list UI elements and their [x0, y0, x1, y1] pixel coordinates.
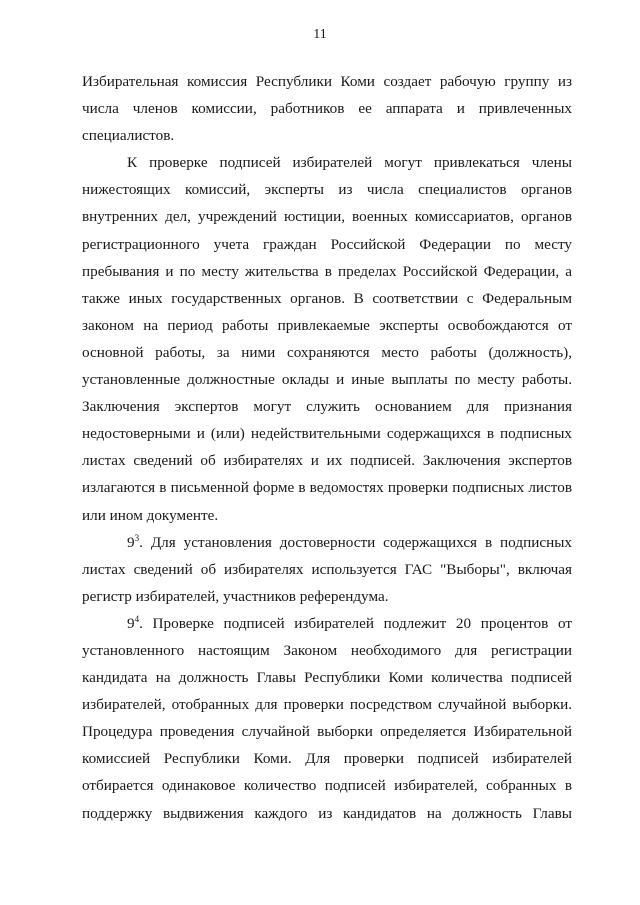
text-line-content: излагаются в письменной форме в ведомостях проверки подписных листов — [82, 479, 572, 497]
text-line-content: или ином документе. — [82, 506, 219, 524]
text-line-content: числа членов комиссии, работников ее аппарата и привлеченных — [82, 100, 572, 118]
clause-number-superscript: 4 — [134, 613, 140, 624]
text-line — [82, 258, 572, 285]
text-line-content: поддержку выдвижения каждого из кандидатов на должность Главы — [82, 804, 572, 822]
text-line-content: отбирается одинаковое количество подписей избирателей, собранных в — [82, 777, 572, 795]
paragraph — [82, 149, 572, 528]
text-line-content: комиссией Республики Коми. Для проверки подписей избирателей — [82, 750, 572, 768]
clause-number: 9 — [127, 614, 135, 632]
text-line-content: . Для установления достоверности содержащихся в подписных — [139, 533, 572, 551]
text-line — [82, 583, 572, 610]
paragraph — [82, 529, 572, 610]
text-line-content: Избирательная комиссия Республики Коми создает рабочую группу из — [82, 73, 572, 90]
text-line — [82, 339, 572, 366]
page-number: 11 — [313, 27, 327, 42]
text-line-content: регистрационного учета граждан Российской Федерации по месту — [82, 235, 572, 253]
text-line — [82, 556, 572, 583]
text-line-content: кандидата на должность Главы Республики Коми количества подписей — [82, 669, 572, 687]
text-line-content: К проверке подписей избирателей могут привлекаться члены — [127, 154, 572, 172]
paragraph — [82, 68, 572, 149]
text-line — [82, 772, 572, 799]
text-line — [82, 312, 572, 339]
text-line — [82, 447, 572, 474]
text-line-content: специалистов. — [82, 127, 175, 145]
text-line — [82, 691, 572, 718]
text-line — [82, 68, 572, 95]
clause-number-superscript: 3 — [134, 532, 140, 543]
text-line — [82, 176, 572, 203]
text-line-content: листах сведений об избирателях используется ГАС "Выборы", включая — [82, 560, 572, 578]
text-line — [82, 366, 572, 393]
text-line — [82, 122, 572, 149]
text-line-content: установленного настоящим Законом необходимого для регистрации — [82, 641, 572, 659]
text-line-content: листах сведений об избирателях и их подписей. Заключения экспертов — [82, 452, 572, 470]
text-line — [82, 149, 572, 176]
text-line-content: также иных государственных органов. В соответствии с Федеральным — [82, 289, 572, 307]
text-line-content: Заключения экспертов могут служить основанием для признания — [82, 398, 572, 416]
text-line-content: основной работы, за ними сохраняются место работы (должность), — [82, 343, 572, 361]
clause-number: 9 — [127, 533, 135, 551]
text-line — [82, 664, 572, 691]
text-line-content: пребывания и по месту жительства в пределах Российской Федерации, а — [82, 262, 572, 280]
text-line-content: . Проверке подписей избирателей подлежит 20 процентов от — [139, 614, 572, 632]
text-line-content: нижестоящих комиссий, эксперты из числа специалистов органов — [82, 181, 572, 199]
text-line — [82, 529, 572, 556]
text-line — [82, 231, 572, 258]
text-line — [82, 745, 572, 772]
text-line-content: внутренних дел, учреждений юстиции, военных комиссариатов, органов — [82, 208, 572, 226]
text-line — [82, 95, 572, 122]
text-line — [82, 718, 572, 745]
text-line — [82, 610, 572, 637]
text-line — [82, 502, 572, 529]
text-line — [82, 393, 572, 420]
text-line — [82, 637, 572, 664]
paragraph — [82, 610, 572, 827]
text-line — [82, 474, 572, 501]
text-line-content: регистр избирателей, участников референдума. — [82, 587, 389, 605]
text-line — [82, 203, 572, 230]
text-line — [82, 285, 572, 312]
text-line — [82, 800, 572, 827]
text-line-content: избирателей, отобранных для проверки посредством случайной выборки. — [82, 696, 572, 714]
document-body — [82, 68, 572, 827]
text-line-content: установленные должностные оклады и иные выплаты по месту работы. — [82, 371, 572, 389]
text-line — [82, 420, 572, 447]
text-line-content: законом на период работы привлекаемые эксперты освобождаются от — [82, 316, 572, 334]
text-line-content: Процедура проведения случайной выборки определяется Избирательной — [82, 723, 572, 741]
text-line-content: недостоверными и (или) недействительными содержащихся в подписных — [82, 425, 572, 443]
